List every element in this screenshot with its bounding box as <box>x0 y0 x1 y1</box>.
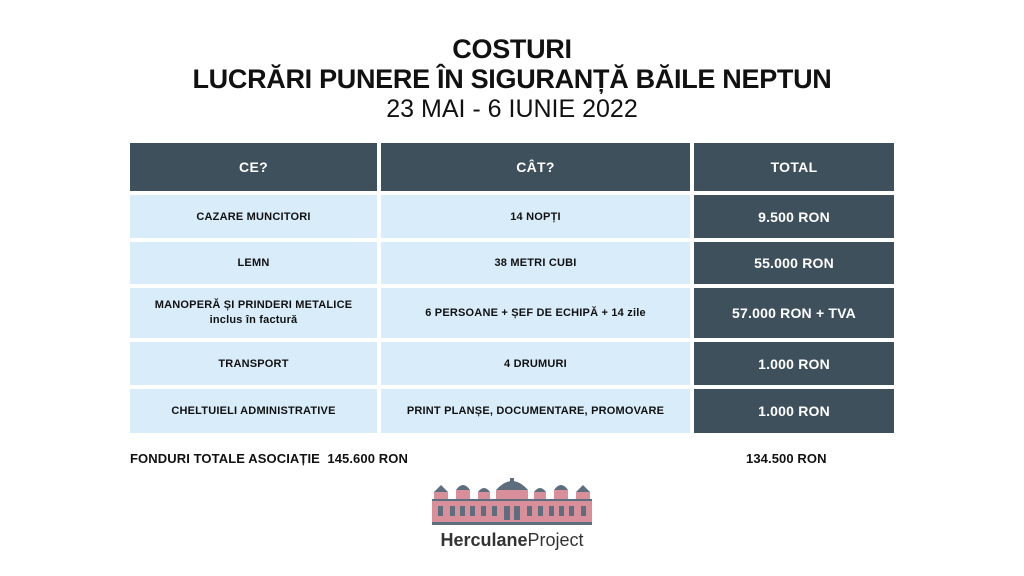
grand-total-value: 134.500 RON <box>746 451 827 466</box>
table-cell-total: 55.000 RON <box>694 242 894 284</box>
building-facade-icon <box>430 478 594 526</box>
page-title: COSTURI <box>452 34 572 64</box>
brand-name-bold: Herculane <box>440 530 528 550</box>
table-cell-what <box>130 288 377 338</box>
date-range: 23 MAI - 6 IUNIE 2022 <box>386 95 638 123</box>
table-cell-total: 1.000 RON <box>694 389 894 433</box>
title-block <box>0 34 1024 124</box>
table-cell-what: TRANSPORT <box>130 342 377 385</box>
page-subtitle: LUCRĂRI PUNERE ÎN SIGURANȚĂ BĂILE NEPTUN <box>192 64 832 94</box>
table-cell-total: 1.000 RON <box>694 342 894 385</box>
brand-name <box>412 530 612 551</box>
table-cell-quantity: 4 DRUMURI <box>381 342 690 385</box>
table-cell-what-note: inclus în factură <box>209 314 298 326</box>
table-cell-quantity: 38 METRI CUBI <box>381 242 690 284</box>
table-cell-quantity: 6 PERSOANE + ȘEF DE ECHIPĂ + 14 zile <box>381 288 690 338</box>
table-cell-total: 57.000 RON + TVA <box>694 288 894 338</box>
table-cell-quantity: 14 NOPȚI <box>381 195 690 238</box>
table-cell-what-main: MANOPERĂ ȘI PRINDERI METALICE <box>154 299 353 311</box>
column-header-what: CE? <box>130 143 377 191</box>
table-cell-quantity: PRINT PLANȘE, DOCUMENTARE, PROMOVARE <box>381 389 690 433</box>
column-header-quantity: CÂT? <box>381 143 690 191</box>
brand-name-regular: Project <box>527 530 584 550</box>
column-header-total: TOTAL <box>694 143 894 191</box>
total-funds-label: FONDURI TOTALE ASOCIAȚIE 145.600 RON <box>130 451 408 466</box>
table-cell-what: CHELTUIELI ADMINISTRATIVE <box>130 389 377 433</box>
table-cell-total: 9.500 RON <box>694 195 894 238</box>
table-cell-what: CAZARE MUNCITORI <box>130 195 377 238</box>
table-cell-what: LEMN <box>130 242 377 284</box>
